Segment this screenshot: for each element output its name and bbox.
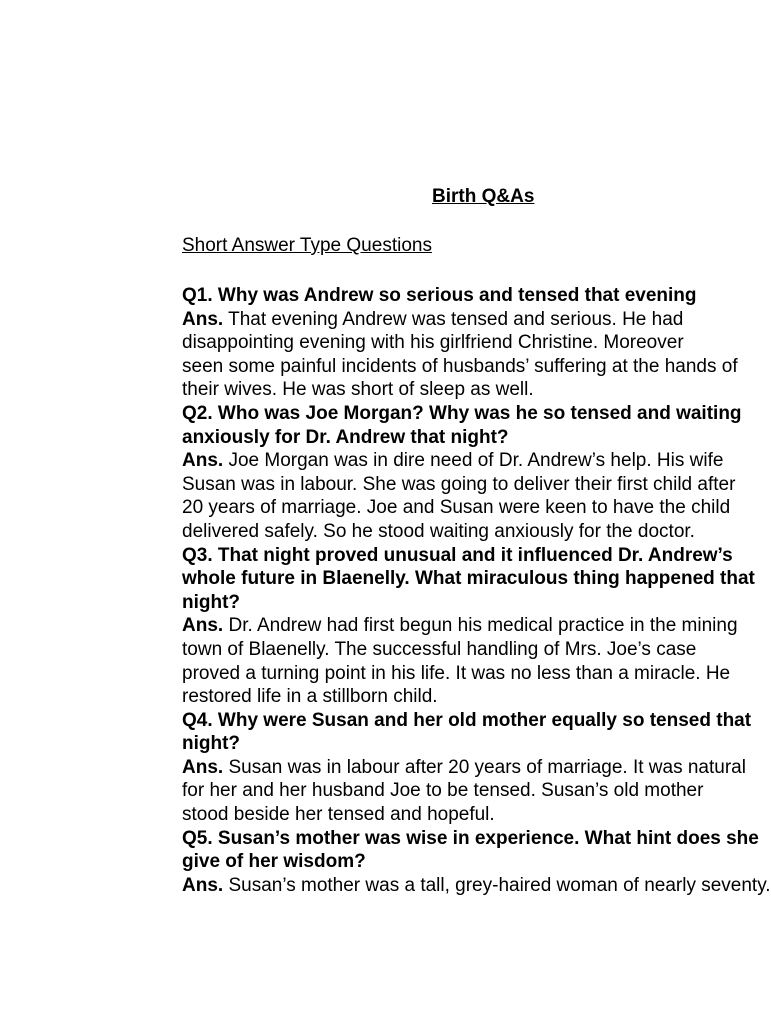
answer-text: seen some painful incidents of husbands’ suffering at the hands of: [182, 355, 738, 377]
answer-label: Ans.: [182, 615, 224, 637]
answer-text: Dr. Andrew had first begun his medical practice in the mining: [223, 615, 738, 637]
answer-line: [182, 449, 724, 473]
answer-text: Susan was in labour after 20 years of marriage. It was natural: [223, 756, 746, 778]
answer-line: [182, 874, 771, 898]
answer-text: delivered safely. So he stood waiting anxiously for the doctor.: [182, 520, 695, 542]
question-text: night?: [182, 591, 241, 613]
answer-label: Ans.: [182, 874, 224, 896]
answer-text: for her and her husband Joe to be tensed. Susan’s old mother: [182, 780, 704, 802]
answer-text: restored life in a stillborn child.: [182, 686, 438, 708]
qa-item: [182, 402, 742, 544]
document-title: Birth Q&As: [432, 186, 535, 207]
section-heading: Short Answer Type Questions: [182, 235, 432, 256]
question-text: Q3. That night proved unusual and it influenced Dr. Andrew’s: [182, 544, 733, 566]
question-text: anxiously for Dr. Andrew that night?: [182, 426, 509, 448]
answer-text: proved a turning point in his life. It was no less than a miracle. He: [182, 662, 731, 684]
answer-line: [182, 614, 738, 638]
question-text: night?: [182, 733, 241, 755]
qa-item: [182, 544, 755, 709]
answer-text: That evening Andrew was tensed and serious. He had: [223, 308, 684, 330]
answer-text: disappointing evening with his girlfriend Christine. Moreover: [182, 332, 684, 354]
answer-text: Susan’s mother was a tall, grey-haired woman of nearly seventy.: [223, 874, 771, 896]
question-text: Q4. Why were Susan and her old mother equally so tensed that: [182, 709, 752, 731]
question-text: whole future in Blaenelly. What miraculous thing happened that: [182, 568, 755, 590]
answer-line: [182, 308, 702, 332]
qa-item: [182, 827, 771, 898]
answer-label: Ans.: [182, 756, 224, 778]
answer-text: Joe Morgan was in dire need of Dr. Andrew’s help. His wife: [223, 450, 724, 472]
answer-text: town of Blaenelly. The successful handling of Mrs. Joe’s case: [182, 638, 697, 660]
qa-list: [182, 284, 771, 897]
answer-text: Susan was in labour. She was going to deliver their first child after: [182, 473, 736, 495]
qa-item: [182, 284, 738, 402]
answer-label: Ans.: [182, 450, 224, 472]
question-text: Q2. Who was Joe Morgan? Why was he so tensed and waiting: [182, 402, 742, 424]
question-text: Q5. Susan’s mother was wise in experience. What hint does she: [182, 827, 759, 849]
answer-text: 20 years of marriage. Joe and Susan were keen to have the child: [182, 497, 731, 519]
question-text: give of her wisdom?: [182, 851, 366, 873]
question-text: Q1. Why was Andrew so serious and tensed that evening: [182, 285, 697, 306]
answer-line: [182, 756, 746, 780]
answer-text: stood beside her tensed and hopeful.: [182, 804, 495, 826]
qa-item: [182, 709, 752, 827]
answer-text: their wives. He was short of sleep as well.: [182, 379, 534, 401]
answer-label: Ans.: [182, 308, 224, 330]
